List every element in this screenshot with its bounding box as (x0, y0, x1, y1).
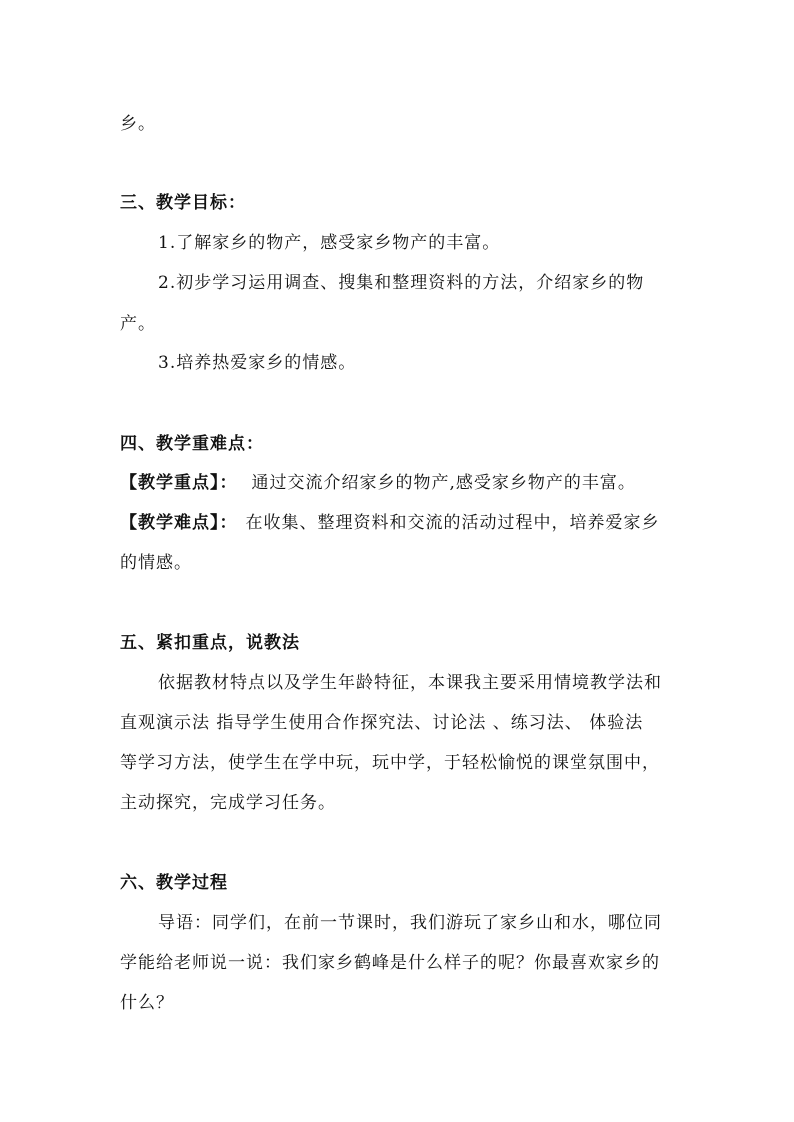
difficult-point-label: 【教学难点】： (120, 513, 238, 533)
method-paragraph-line-4: 主动探究，完成学习任务。 (120, 793, 336, 813)
objective-item-2: 2.初步学习运用调查、搜集和整理资料的方法，介绍家乡的物 (158, 273, 645, 293)
continued-text: 乡。 (120, 114, 156, 134)
objective-item-2-cont: 产。 (120, 314, 156, 334)
key-point-text: 通过交流介绍家乡的物产,感受家乡物产的丰富。 (251, 473, 636, 493)
key-point-label: 【教学重点】： (120, 473, 238, 493)
section-heading-teaching-method: 五、紧扣重点，说教法 (120, 633, 300, 653)
process-paragraph-line-2: 学能给老师说一说：我们家乡鹤峰是什么样子的呢？你最喜欢家乡的 (120, 953, 660, 973)
process-paragraph-line-1: 导语：同学们，在前一节课时，我们游玩了家乡山和水，哪位同 (158, 913, 662, 933)
difficult-point-paragraph (120, 513, 660, 533)
objective-item-1: 1.了解家乡的物产，感受家乡物产的丰富。 (158, 233, 501, 253)
difficult-point-text: 在收集、整理资料和交流的活动过程中，培养爱家乡 (245, 513, 660, 533)
section-heading-key-points: 四、教学重难点： (120, 434, 264, 454)
method-paragraph-line-3: 等学习方法，使学生在学中玩，玩中学，于轻松愉悦的课堂氛围中， (120, 753, 660, 773)
objective-item-3: 3.培养热爱家乡的情感。 (158, 353, 357, 373)
method-paragraph-line-1: 依据教材特点以及学生年龄特征，本课我主要采用情境教学法和 (158, 673, 662, 693)
section-heading-teaching-process: 六、教学过程 (120, 873, 228, 893)
key-point-paragraph (120, 473, 636, 493)
process-paragraph-line-3: 什么？ (120, 993, 174, 1013)
difficult-point-text-cont: 的情感。 (120, 553, 192, 573)
section-heading-objectives: 三、教学目标： (120, 193, 246, 213)
method-paragraph-line-2: 直观演示法 指导学生使用合作探究法、讨论法 、练习法、 体验法 (120, 713, 644, 733)
